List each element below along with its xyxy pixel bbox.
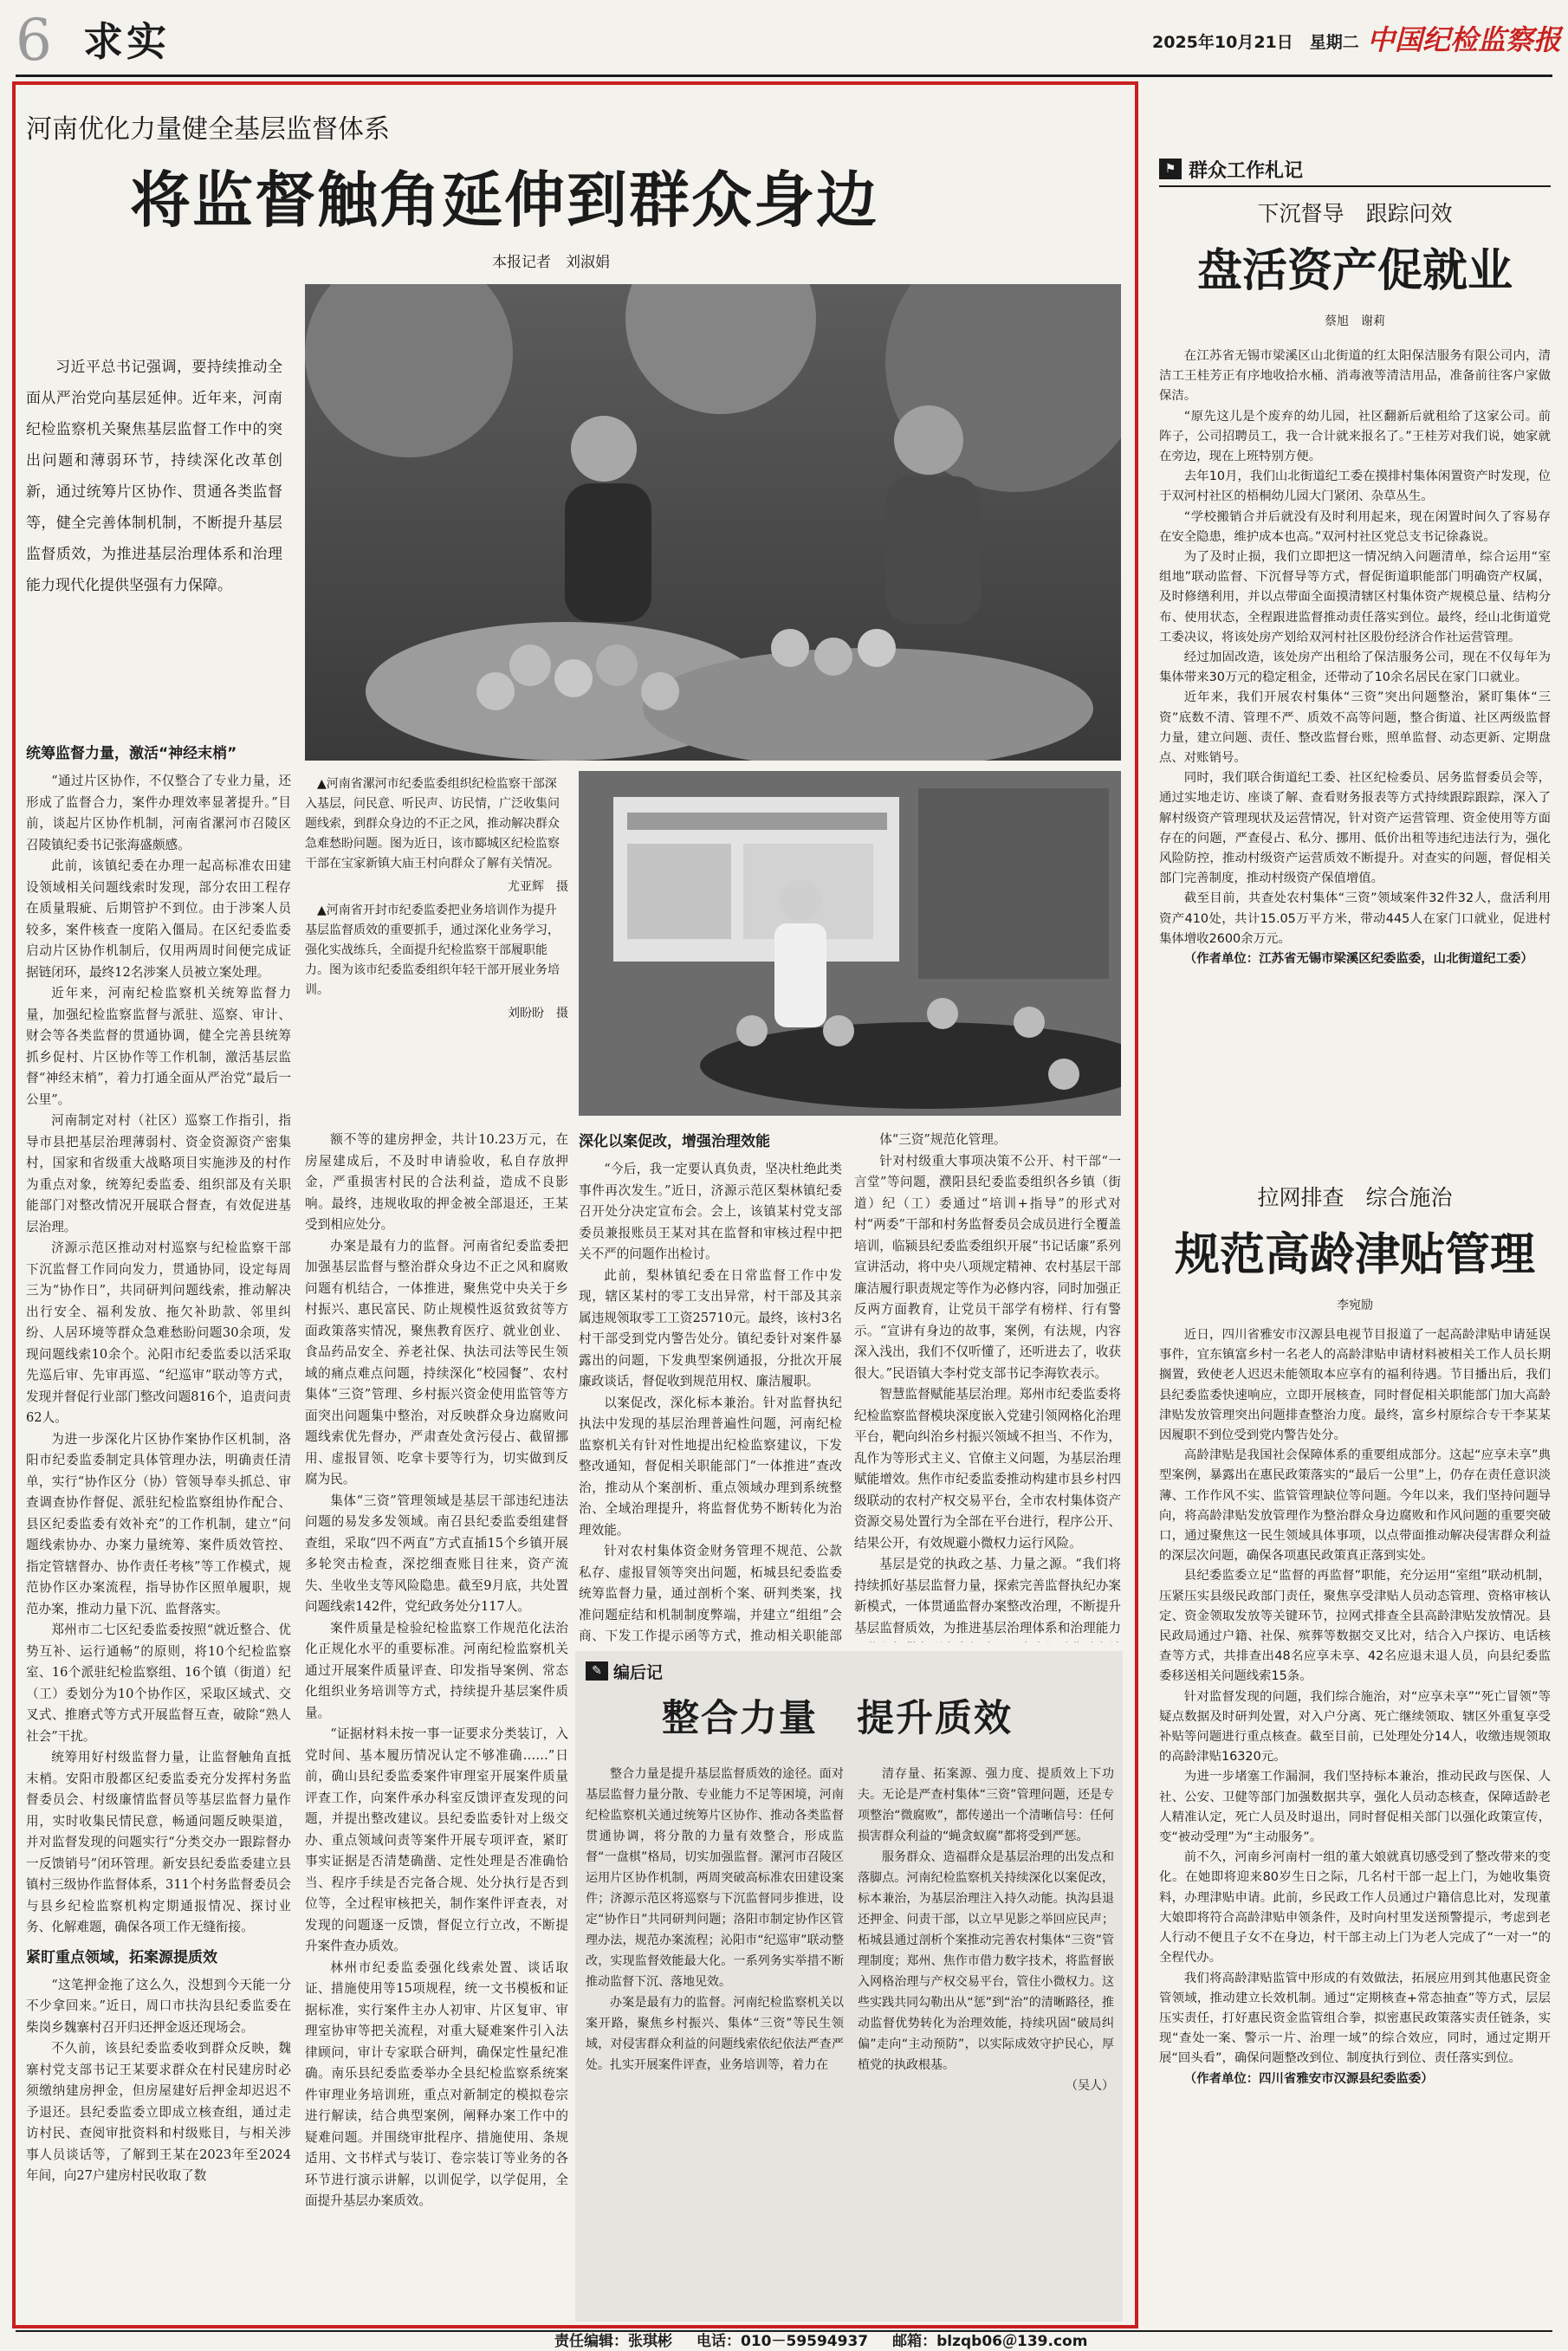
caption-text-1: ▲河南省漯河市纪委监委组织纪检监察干部深入基层，问民意、听民声、访民情，广泛收集问题线索，到群众身边的不正之风，推动解决群众急难愁盼问题。图为近日，该市郾城区纪检监察干部在宝家新镇大庙王村向群众了解有关情况。 xyxy=(305,777,560,871)
editor-note-col-a xyxy=(586,1764,844,2309)
column-2 xyxy=(305,1130,568,2318)
paragraph: “学校搬销合并后就没有及时利用起来，现在闲置时间久了容易存在安全隐患，维护成本也高。”双河村社区党总支书记徐淼说。 xyxy=(1159,509,1551,544)
story2-title: 规范高龄津贴管理 xyxy=(1174,1228,1535,1281)
paragraph: 去年10月，我们山北街道纪工委在摸排村集体闲置资产时发现，位于双河村社区的梧桐幼儿园大门紧闭、杂草丛生。 xyxy=(1159,470,1551,504)
story1-title: 盘活资产促就业 xyxy=(1196,244,1513,297)
paragraph: 为了及时止损，我们立即把这一情况纳入问题清单，综合运用“室组地”联动监督、下沉督导等方式，督促街道职能部门明确资产权属，及时修缮利用，并以点带面全面摸清辖区村集体资产规模总量、结构分布、使用状态，全程跟进监督推动责任落实到位。最终，经山北街道党工委决议，将该处房产划给双河村社区股份经济合作社运营管理。 xyxy=(1159,550,1551,644)
section-name: 求实 xyxy=(83,18,170,65)
paragraph: “今后，我一定要认真负责，坚决杜绝此类事件再次发生。”近日，济源示范区梨林镇纪委召开处分决定宣布会。会上，该镇某村党支部委员兼报账员王某对其在监督和审核过程中把关不严的问题作出检讨。 xyxy=(579,1162,842,1261)
section-heading-1: 统筹监督力量，激活“神经末梢” xyxy=(26,745,237,762)
story2-note: （作者单位：四川省雅安市汉源县纪委监委） xyxy=(1183,2071,1434,2086)
paragraph: 为进一步堵塞工作漏洞，我们坚持标本兼治，推动民政与医保、人社、公安、卫健等部门加强数据共享，强化人员动态核查，保障适龄老人精准认定，死亡人员及时退出，同时督促相关部门以强化政策宣传，变“被动受理”为“主动服务”。 xyxy=(1159,1770,1551,1845)
paragraph: 林州市纪委监委强化线索处置、谈话取证、措施使用等15项规程，统一文书模板和证据标准，实行案件主办人初审、片区复审、审理室协审等把关流程，对重大疑难案件引入法律顾问，审计专家联合研判，确保定性量纪准确。南乐县纪委监委举办全县纪检监察系统案件审理业务培训班，重点对新制定的模拟卷宗进行解读，结合典型案例，阐释办案工作中的疑难问题。并围绕审批程序、措施使用、条规适用、文书样式与装订、卷宗装订等业务的各环节进行演示讲解，以训促学，以学促用，全面提升基层办案质效。 xyxy=(305,1959,568,2208)
editor-note-title: 整合力量 提升质效 xyxy=(662,1697,1013,1740)
photo-training-session-image xyxy=(579,771,1121,1116)
paragraph: 办案是最有力的监督。河南省纪委监委把加强基层监督与整治群众身边不正之风和腐败问题有机结合，一体推进，聚焦党中央关于乡村振兴、惠民富民、防止规模性返贫致贫等方面政策落实情况，聚焦教育医疗、就业创业、食品药品安全、养老社保、执法司法等民生领域的痛点难点问题，持续深化“校园餐”、农村集体“三资”管理、乡村振兴资金使用监管等方面突出问题集中整治，对反映群众身边腐败问题线索优先督办，严肃查处贪污侵占、截留挪用、虚报冒领、吃拿卡要等行为，切实做到反腐为民。 xyxy=(305,1238,568,1486)
paragraph: 案件质量是检验纪检监察工作规范化法治化正规化水平的重要标准。河南纪检监察机关通过开展案件质量评查、印发指导案例、常态化组织业务培训等方式，持续提升基层案件质量。 xyxy=(305,1620,568,1720)
paragraph: 为进一步深化片区协作案协作区机制，洛阳市纪委监委制定具体管理办法，明确责任清单，实行“协作区分（协）管领导奉头抓总、审查调查协作督促、派驻纪检监察组协作配合、县区纪委监委有效补充”的工作机制，建立“问题线索协办、办案力量统筹、案件质效管控、指定管辖督办、协作责任考核”等工作模式，规范协作区办案流程，指导协作区照单履职，规范办案，推动力量下沉、监督落实。 xyxy=(26,1431,291,1616)
footer-info xyxy=(554,2332,1087,2351)
paragraph: “证据材料未按一事一证要求分类装订，入党时间、基本履历情况认定不够准确……”日前，确山县纪委监委案件审理室开展案件质量评查工作，向案件承办科室反馈评查发现的问题，并提出整改建议。县纪委监委针对上级交办、重点领域问责等案件开展专项评查，紧盯事实证据是否清楚确凿、定性处理是否准确恰当、程序手续是否完备合规、处分执行是否到位等，全过程审核把关，制作案件评查表，对发现的问题逐一反馈，督促立行立改，不断提升案件查办质效。 xyxy=(305,1726,568,1953)
paragraph: 高龄津贴是我国社会保障体系的重要组成部分。这起“应享未享”典型案例，暴露出在惠民政策落实的“最后一公里”上，仍存在责任意识淡薄、工作作风不实、监管管理缺位等问题。今年以来，我们坚持问题导向，将高龄津贴发放管理作为整治群众身边腐败和作风问题的重要突破口，通过聚焦这一民生领域具体事项，以点带面推动解决侵害群众利益的深层次问题，确保各项惠民政策真正落到实处。 xyxy=(1159,1448,1551,1564)
paragraph: 以案促改，深化标本兼治。针对监督执纪执法中发现的基层治理普遍性问题，河南纪检监察机关有针对性地提出纪检监察建议，下发整改通知，督促相关职能部门“一体推进”查改治，推动从个案剖析、重点领域办理到系统整治、全域治理提升，将监督优势不断转化为治理效能。 xyxy=(579,1395,842,1538)
paragraph: 近日，四川省雅安市汉源县电视节目报道了一起高龄津贴申请延误事件，宜东镇富乡村一名老人的高龄津贴申请材料被相关工作人员长期搁置，致使老人迟迟未能领取本应享有的福利待遇。节目播出后，我们县纪委监委快速响应，立即开展核查，同时督促相关职能部门加大高龄津贴发放管理突出问题排查整治力度。最终，富乡村原综合专干李某某因履职不到位受到党内警告处分。 xyxy=(1159,1328,1551,1443)
paragraph: 济源示范区推动对村巡察与纪检监察干部下沉监督工作同向发力，贯通协同，设定每周三为“协作日”，共同研判问题线索，推动解决出行安全、福利发放、拖欠补助款、邻里纠纷、人居环境等群众急难愁盼问题30余项，发现问题线索10余个。沁阳市纪委监委以活采取先巡后审、先审再巡、“纪巡审”联动等方式，发现并督促行业部门整改问题816个，追责问责62人。 xyxy=(26,1240,291,1425)
paragraph: “通过片区协作，不仅整合了专业力量，还形成了监督合力，案件办理效率显著提升。”目前，谈起片区协作机制，河南省漯河市召陵区召陵镇纪委书记张海盛颇感。 xyxy=(26,774,291,852)
paragraph: 此前，该镇纪委在办理一起高标准农田建设领域相关问题线索时发现，部分农田工程存在质量瑕疵、后期管护不到位。由于涉案人员较多，案件核查一度陷入僵局。在区纪委监委启动片区协作机制后，仅用两周时间便完成证据链闭环，最终12名涉案人员被立案处理。 xyxy=(26,858,291,980)
column-3 xyxy=(579,1130,842,1642)
lead-paragraph: 习近平总书记强调，要持续推动全面从严治党向基层延伸。近年来，河南纪检监察机关聚焦基层监督工作中的突出问题和薄弱环节，持续深化改革创新，通过统筹片区协作、贯通各类监督等，健全完善体制机制，不断提升基层监督质效，为推进基层治理体系和治理能力现代化提供坚强有力保障。 xyxy=(26,359,282,594)
article-lead xyxy=(26,352,282,606)
paragraph: “这笔押金拖了这么久，没想到今天能一分不少拿回来。”近日，周口市扶沟县纪委监委在柴岗乡魏寨村召开归还押金返还现场会。 xyxy=(26,1977,291,2035)
pen-icon: ✎ xyxy=(586,1661,608,1681)
article-kicker: 河南优化力量健全基层监督体系 xyxy=(26,114,390,145)
paragraph: 前不久，河南乡河南村一组的董大娘就真切感受到了整改带来的变化。在她即将迎来80岁生日之际，几名村干部一起上门，为她收集资料，办理津贴申请。此前，乡民政工作人员通过户籍信息比对，发现董大娘即将符合高龄津贴申领条件，及时向村里发送预警提示，考虑到老人行动不便且子女不在身边，村干部主动上门为老人完成了“一对一”的全程代办。 xyxy=(1159,1850,1551,1966)
caption-credit-1: 尤亚辉 摄 xyxy=(508,880,568,894)
paragraph: 智慧监督赋能基层治理。郑州市纪委监委将纪检监察监督模块深度嵌入党建引领网格化治理平台，靶向纠治乡村振兴领域不担当、不作为，乱作为等形式主义、官僚主义问题，为基层治理赋能增效。焦作市纪委监委推动构建市县乡村四级联动的农村产权交易平台，全市农村集体资产资源交易处置行为全部在平台进行，程序公开、结果公开，有效规避小微权力运行风险。 xyxy=(854,1387,1121,1551)
article-byline: 本报记者 刘淑娟 xyxy=(492,254,610,271)
footer-phone: 电话：010－59594937 xyxy=(697,2333,869,2350)
paragraph: 集体“三资”管理领域是基层干部违纪违法问题的易发多发领域。南召县纪委监委组建督查组，采取“四不两直”方式直插15个乡镇开展多轮突击检查，深挖细查账目往来，资产流失、坐收坐支等风险隐患。截至9月底，共处置问题线索142件，党纪政务处分117人。 xyxy=(305,1493,568,1614)
story1-note: （作者单位：江苏省无锡市梁溪区纪委监委，山北街道纪工委） xyxy=(1183,952,1533,967)
section-heading-3: 深化以案促改，增强治理效能 xyxy=(579,1133,770,1150)
column-1 xyxy=(26,735,291,2316)
paragraph: 不久前，该县纪委监委收到群众反映，魏寨村党支部书记王某要求群众在村民建房时必须缴纳建房押金，但房屋建好后押金却迟迟不予退还。县纪委监委立即成立核查组，通过走访村民、查阅审批资料和村级账目，与相关涉事人员谈话等，了解到王某在2023年至2024年间，向27户建房村民收取了数 xyxy=(26,2041,291,2183)
story2-author: 李宛励 xyxy=(1337,1299,1373,1312)
paragraph: 针对农村集体资金财务管理不规范、公款私存、虚报冒领等突出问题，柘城县纪委监委统筹监督力量，通过剖析个案、研判类案，找准问题症结和机制制度弊端，并建立“组组”会商、下发工作提示函等方式，推动相关职能部 xyxy=(579,1544,842,1642)
story1-author: 蔡旭 谢莉 xyxy=(1325,314,1385,328)
section-heading-2: 紧盯重点领域，拓案源提质效 xyxy=(26,1948,217,1966)
paragraph: 服务群众、造福群众是基层治理的出发点和落脚点。河南纪检监察机关持续深化以案促改，标本兼治，为基层治理注入持久动能。执沟县退还押金、问责干部，以立早见影之举回应民声；柘城县通过剖析个案推动完善农村集体“三资”管理制度；郑州、焦作市借力数字技术，将监督嵌入网格治理与产权交易平台，管住小微权力。这些实践共同勾勒出从“惩”到“治”的清晰路径，推动监督优势转化为治理效能，持续巩固“破局纠偏”走向“主动预防”，以实际成效守护民心，厚植党的执政根基。 xyxy=(858,1850,1114,2072)
paragraph: 县纪委监委立足“监督的再监督”职能，充分运用“室组”联动机制，压紧压实县级民政部门责任，聚焦享受津贴人员动态管理、资格审核认定、资金领取发放等关键环节，拉网式排查全县高龄津贴发放情况。县民政局通过户籍、社保、殡葬等数据交叉比对，结合入户探访、电话核查等方式，共排查出48名应享未享、42名应退未退人员，向县纪委监委移送相关问题线索15条。 xyxy=(1159,1569,1551,1684)
page-number: 6 xyxy=(16,7,52,74)
photo-training-session xyxy=(579,771,1121,1116)
paragraph: 此前，梨林镇纪委在日常监督工作中发现，辖区某村的零工支出异常，村干部及其亲属违规领取零工工资25710元。最终，该村3名村干部受到党内警告处分。镇纪委针对案件暴露出的问题，下发典型案例通报，分批次开展廉政谈话，督促收到规范用权、廉洁履职。 xyxy=(579,1267,842,1389)
editor-note-label xyxy=(586,1658,663,1684)
paragraph: 近年来，河南纪检监察机关统筹监督力量，加强纪检监察监督与派驻、巡察、审计、财会等各类监督的贯通协调，健全完善县统筹抓乡促村、片区协作等工作机制，激活基层监督“神经末梢”，着力打通全面从严治党“最后一公里”。 xyxy=(26,986,291,1107)
paragraph: 经过加固改造，该处房产出租给了保洁服务公司，现在不仅每年为集体带来30万元的稳定租金，还带动了10余名居民在家门口就业。 xyxy=(1159,651,1551,685)
editor-note-label-text: 编后记 xyxy=(613,1662,664,1682)
caption-marker-icon: ▲ xyxy=(317,903,327,917)
sidebar-column-label xyxy=(1159,152,1551,187)
header-rule xyxy=(16,74,1552,77)
paragraph: 郑州市二七区纪委监委按照“就近整合、优势互补、运行通畅”的原则，将10个纪检监察室、16个派驻纪检监察组、16个镇（街道）纪（工）委划分为10个协作区，采取区域式、交叉式、推磨式等方式开展监督互查，破除“熟人社会”干扰。 xyxy=(26,1622,291,1744)
sidebar-column-label-text: 群众工作札记 xyxy=(1189,159,1304,182)
photo-captions xyxy=(305,774,568,1119)
photo-village-visit xyxy=(305,284,1121,761)
story1-kicker: 下沉督导 跟踪问效 xyxy=(1257,201,1453,226)
paragraph: 体“三资”规范化管理。 xyxy=(879,1132,1007,1147)
caption-credit-2: 刘盼盼 摄 xyxy=(508,1007,568,1020)
paragraph: 截至目前，共查处农村集体“三资”领域案件32件32人，盘活利用资产410处，共计15.05万平方米，带动445人在家门口就业，促进村集体增收2600余万元。 xyxy=(1159,891,1551,946)
paragraph: 针对村级重大事项决策不公开、村干部“一言堂”等问题，濮阳县纪委监委组织各乡镇（街道）纪（工）委通过“培训+指导”的形式对村“两委”干部和村务监督委员会成员进行全覆盖培训，临颍县纪委监委组织开展“书记话廉”系列宣讲活动，将中央八项规定精神、农村基层干部廉洁履行职责规定等作为必修内容，同时加强正反两方面教育，让党员干部学有榜样、行有警示。“宣讲有身边的故事，案例，有法规，内容深入浅出，我们不仅听懂了，还听进去了，收获很大。”民语镇大李村党支部书记李海钦表示。 xyxy=(854,1153,1121,1381)
masthead-logo: 中国纪检监察报 xyxy=(1367,23,1562,56)
paragraph: 河南制定对村（社区）巡察工作指引，指导市县把基层治理薄弱村、资金资源资产密集村，国家和省级重大战略项目实施涉及的村作为重点对象，统筹纪委监委、组织部及有关职能部门对整改情况开展联合督查，有效促进基层治理。 xyxy=(26,1113,291,1234)
paragraph: 统筹用好村级监督力量，让监督触角直抵末梢。安阳市殷都区纪委监委充分发挥村务监督委员会、村级廉情监督员等基层监督力量作用，实时收集民情民意，畅通问题反映渠道，并对监督发现的问题实行“分类交办一跟踪督办一反馈销号”闭环管理。新安县纪委监委建立县镇村三级协作监督体系，311个村务监督委员会与县乡纪检监察机构定期通报情况、探讨业务、化解难题，确保各项工作无缝衔接。 xyxy=(26,1750,291,1934)
paragraph: 办案是最有力的监督。河南纪检监察机关以案开路，聚焦乡村振兴、集体“三资”等民生领域，对侵害群众利益的问题线索依纪依法严查严处。扎实开展案件评查，业务培训等，着力在 xyxy=(586,1996,844,2072)
story2-body xyxy=(1159,1325,1551,2322)
paragraph: “原先这儿是个废弃的幼儿园，社区翻新后就租给了这家公司。前阵子，公司招聘员工，我一合计就来报名了。”王桂芳对我们说，她家就在旁边，现在上班特别方便。 xyxy=(1159,409,1551,464)
paragraph: 在江苏省无锡市梁溪区山北街道的红太阳保洁服务有限公司内，清洁工王桂芳正有序地收拾水桶、消毒液等清洁用品，准备前往客户家做保洁。 xyxy=(1159,349,1551,404)
photo-village-visit-image xyxy=(305,284,1121,761)
story2-kicker: 拉网排查 综合施治 xyxy=(1257,1185,1453,1210)
paragraph: 整合力量是提升基层监督质效的途径。面对基层监督力量分散、专业能力不足等困境，河南纪检监察机关通过统筹片区协作、推动各类监督贯通协调，将分散的力量有效整合，形成监督“一盘棋”格局，切实加强监督。漯河市召陵区运用片区协作机制，两周突破高标准农田建设案件；济源示范区将巡察与下沉监督同步推进，设定“协作日”共同研判问题；洛阳市制定协作区管理办法，规范办案流程；沁阳市“纪巡审”联动整改，实现监督效能最大化。一系列务实举措不断推动监督下沉、落地见效。 xyxy=(586,1767,844,1989)
paragraph: 同时，我们联合街道纪工委、社区纪检委员、居务监督委员会等，通过实地走访、座谈了解、查看财务报表等方式持续跟踪跟踪，深入了解村级资产管理现状及运营情况，针对资产运营管理、资金使用等方面存在的问题，严查侵占、私分、挪用、低价出租等违纪违法行为，强化风险防控，推动村级资产运营质效不断提升。对查实的问题，督促相关部门完善制度，推动村级资产保值增值。 xyxy=(1159,771,1551,886)
paragraph: 清存量、拓案源、强力度、提质效上下功夫。无论是严查村集体“三资”管理问题，还是专项整治“微腐败”，都传递出一个清晰信号：任何损害群众利益的“蝇贪蚁腐”都将受到严惩。 xyxy=(858,1767,1114,1843)
caption-text-2: ▲河南省开封市纪委监委把业务培训作为提升基层监督质效的重要抓手，通过深化业务学习，强化实战练兵，全面提升纪检监察干部履职能力。图为该市纪委监委组织年轻干部开展业务培训。 xyxy=(305,903,560,997)
paragraph: 近年来，我们开展农村集体“三资”突出问题整治，紧盯集体“三资”底数不清、管理不严、质效不高等问题，整合街道、社区两级监督力量，建立问题、责任、整改监督台账，照单监督、动态更新、定期盘点、对账销号。 xyxy=(1159,690,1551,766)
paragraph: 我们将高龄津贴监管中形成的有效做法，拓展应用到其他惠民资金管领域，推动建立长效机制。通过“定期核查+常态抽查”等方式，层层压实责任，打好惠民资金监管组合拳，拟密惠民政策落实责任链条，实现“查处一案、警示一片、治理一域”的综合效应，同时，通过定期开展“回头看”，确保问题整改到位、制度执行到位、责任落实到位。 xyxy=(1159,1971,1551,2066)
flag-icon: ⚑ xyxy=(1159,159,1182,179)
story1-body xyxy=(1159,346,1551,1117)
paragraph: 基层是党的执政之基、力量之源。“我们将持续抓好基层监督力量，探索完善监督执纪办案新模式，一体贯通监督办案整改治理，不断提升基层监督质效，为推进基层治理体系和治理能力 xyxy=(854,1557,1121,1635)
issue-date: 2025年10月21日 星期二 xyxy=(1152,33,1359,52)
caption-marker-icon: ▲ xyxy=(317,777,327,791)
footer-email: 邮箱：blzqb06＠139.com xyxy=(892,2333,1088,2350)
article-title: 将监督触角延伸到群众身边 xyxy=(130,164,878,236)
editor-note-col-b xyxy=(858,1764,1114,2309)
paragraph: 额不等的建房押金，共计10.23万元，在房屋建成后，不及时申请验收，私自存放押金，严重损害村民的合法利益，造成不良影响。最终，违规收取的押金被全部退还，王某受到相应处分。 xyxy=(305,1132,568,1232)
paragraph: 针对监督发现的问题，我们综合施治，对“应享未享”“死亡冒领”等疑点数据及时研判处置，对入户分离、死亡继续领取、辖区外重复享受补贴等问题进行重点核查。截至目前，已处理处分14人，收缴违规领取的高龄津贴16320元。 xyxy=(1159,1689,1551,1765)
column-4 xyxy=(854,1130,1121,1642)
editor-note-author: （吴人） xyxy=(1066,2079,1114,2093)
footer-editor: 责任编辑：张琪彬 xyxy=(554,2333,672,2350)
